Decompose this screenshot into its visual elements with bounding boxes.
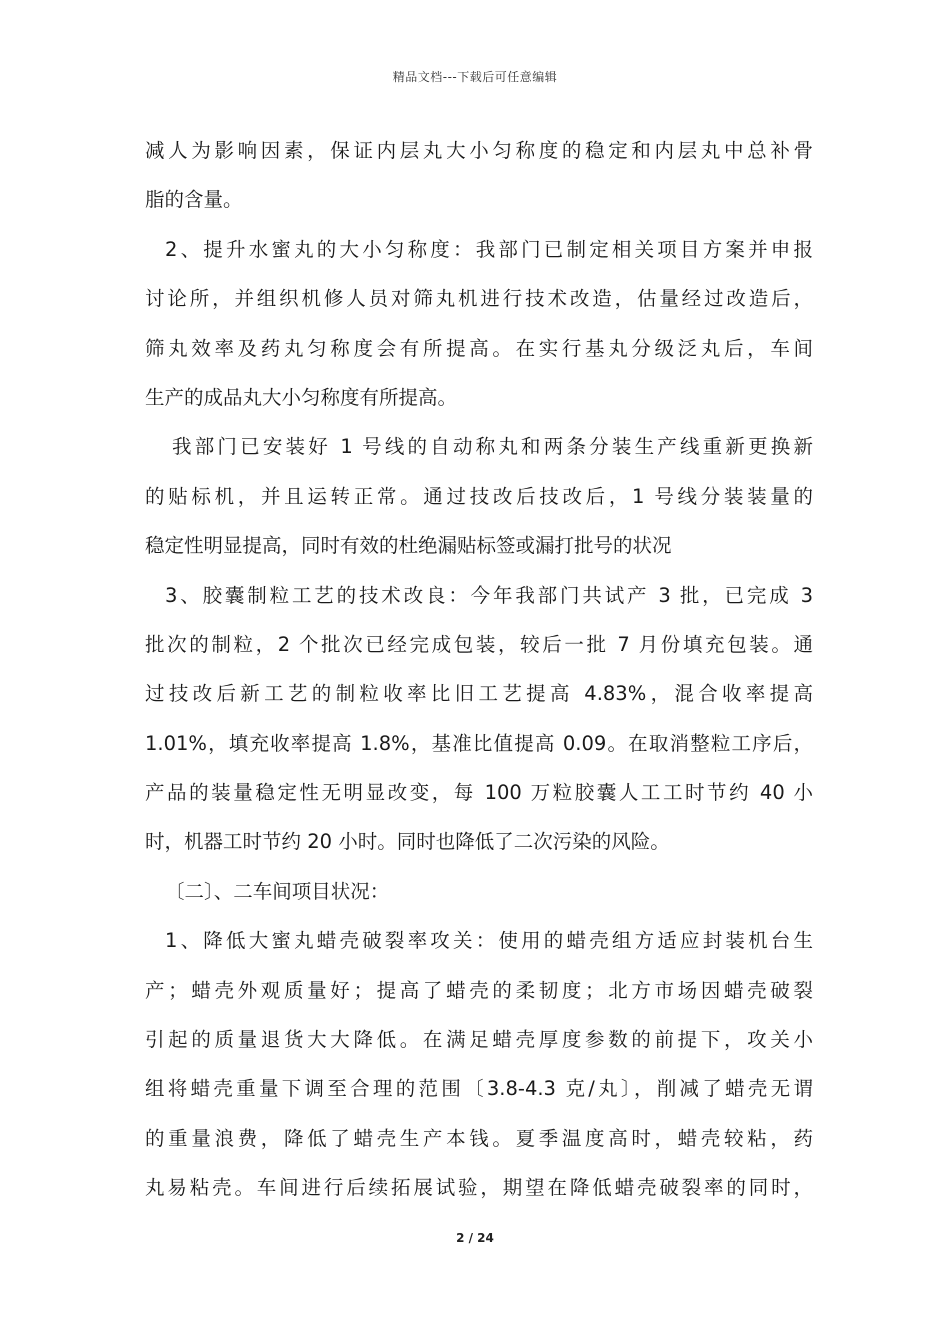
body-line: 产；蜡壳外观质量好；提高了蜡壳的柔韧度；北方市场因蜡壳破裂	[145, 978, 813, 1002]
body-line: 3、胶囊制粒工艺的技术改良：今年我部门共试产 3 批，已完成 3	[165, 583, 813, 607]
body-line: 生产的成品丸大小匀称度有所提高。	[145, 385, 458, 409]
body-line: 丸易粘壳。车间进行后续拓展试验，期望在降低蜡壳破裂率的同时，	[145, 1176, 813, 1200]
page-number: 2 / 24	[456, 1231, 494, 1245]
body-line: 讨论所，并组织机修人员对筛丸机进行技术改造，估量经过改造后，	[145, 287, 813, 311]
body-line: 产品的装量稳定性无明显改变，每 100 万粒胶囊人工工时节约 40 小	[145, 781, 813, 805]
body-line: 时，机器工时节约 20 小时。同时也降低了二次污染的风险。	[145, 830, 670, 854]
body-line: 引起的质量退货大大降低。在满足蜡壳厚度参数的前提下，攻关小	[145, 1028, 813, 1052]
body-line: 我部门已安装好 1 号线的自动称丸和两条分装生产线重新更换新	[172, 435, 813, 459]
body-line: 筛丸效率及药丸匀称度会有所提高。在实行基丸分级泛丸后，车间	[145, 336, 813, 360]
page-header: 精品文档---下载后可任意编辑	[392, 70, 558, 84]
body-line: 的重量浪费，降低了蜡壳生产本钱。夏季温度高时，蜡壳较粘，药	[145, 1126, 813, 1150]
body-line: 脂的含量。	[145, 188, 243, 212]
body-line: 稳定性明显提高，同时有效的杜绝漏贴标签或漏打批号的状况	[145, 534, 672, 558]
body-line: 1、降低大蜜丸蜡壳破裂率攻关：使用的蜡壳组方适应封装机台生	[165, 929, 813, 953]
body-line: 减人为影响因素，保证内层丸大小匀称度的稳定和内层丸中总补骨	[145, 139, 813, 162]
body-line: 批次的制粒，2 个批次已经完成包装，较后一批 7 月份填充包装。通	[145, 632, 813, 656]
body-line: 2、提升水蜜丸的大小匀称度：我部门已制定相关项目方案并申报	[165, 237, 813, 261]
document-body	[145, 126, 813, 1213]
section-heading: 〔二〕、二车间项目状况：	[165, 879, 390, 903]
body-line: 过技改后新工艺的制粒收率比旧工艺提高 4.83%，混合收率提高	[145, 682, 813, 706]
body-line: 组将蜡壳重量下调至合理的范围〔3.8-4.3 克/丸〕，削减了蜡壳无谓	[145, 1077, 813, 1101]
body-line: 1.01%，填充收率提高 1.8%，基准比值提高 0.09。在取消整粒工序后，	[145, 731, 813, 755]
body-line: 的贴标机，并且运转正常。通过技改后技改后，1 号线分装装量的	[145, 484, 813, 508]
